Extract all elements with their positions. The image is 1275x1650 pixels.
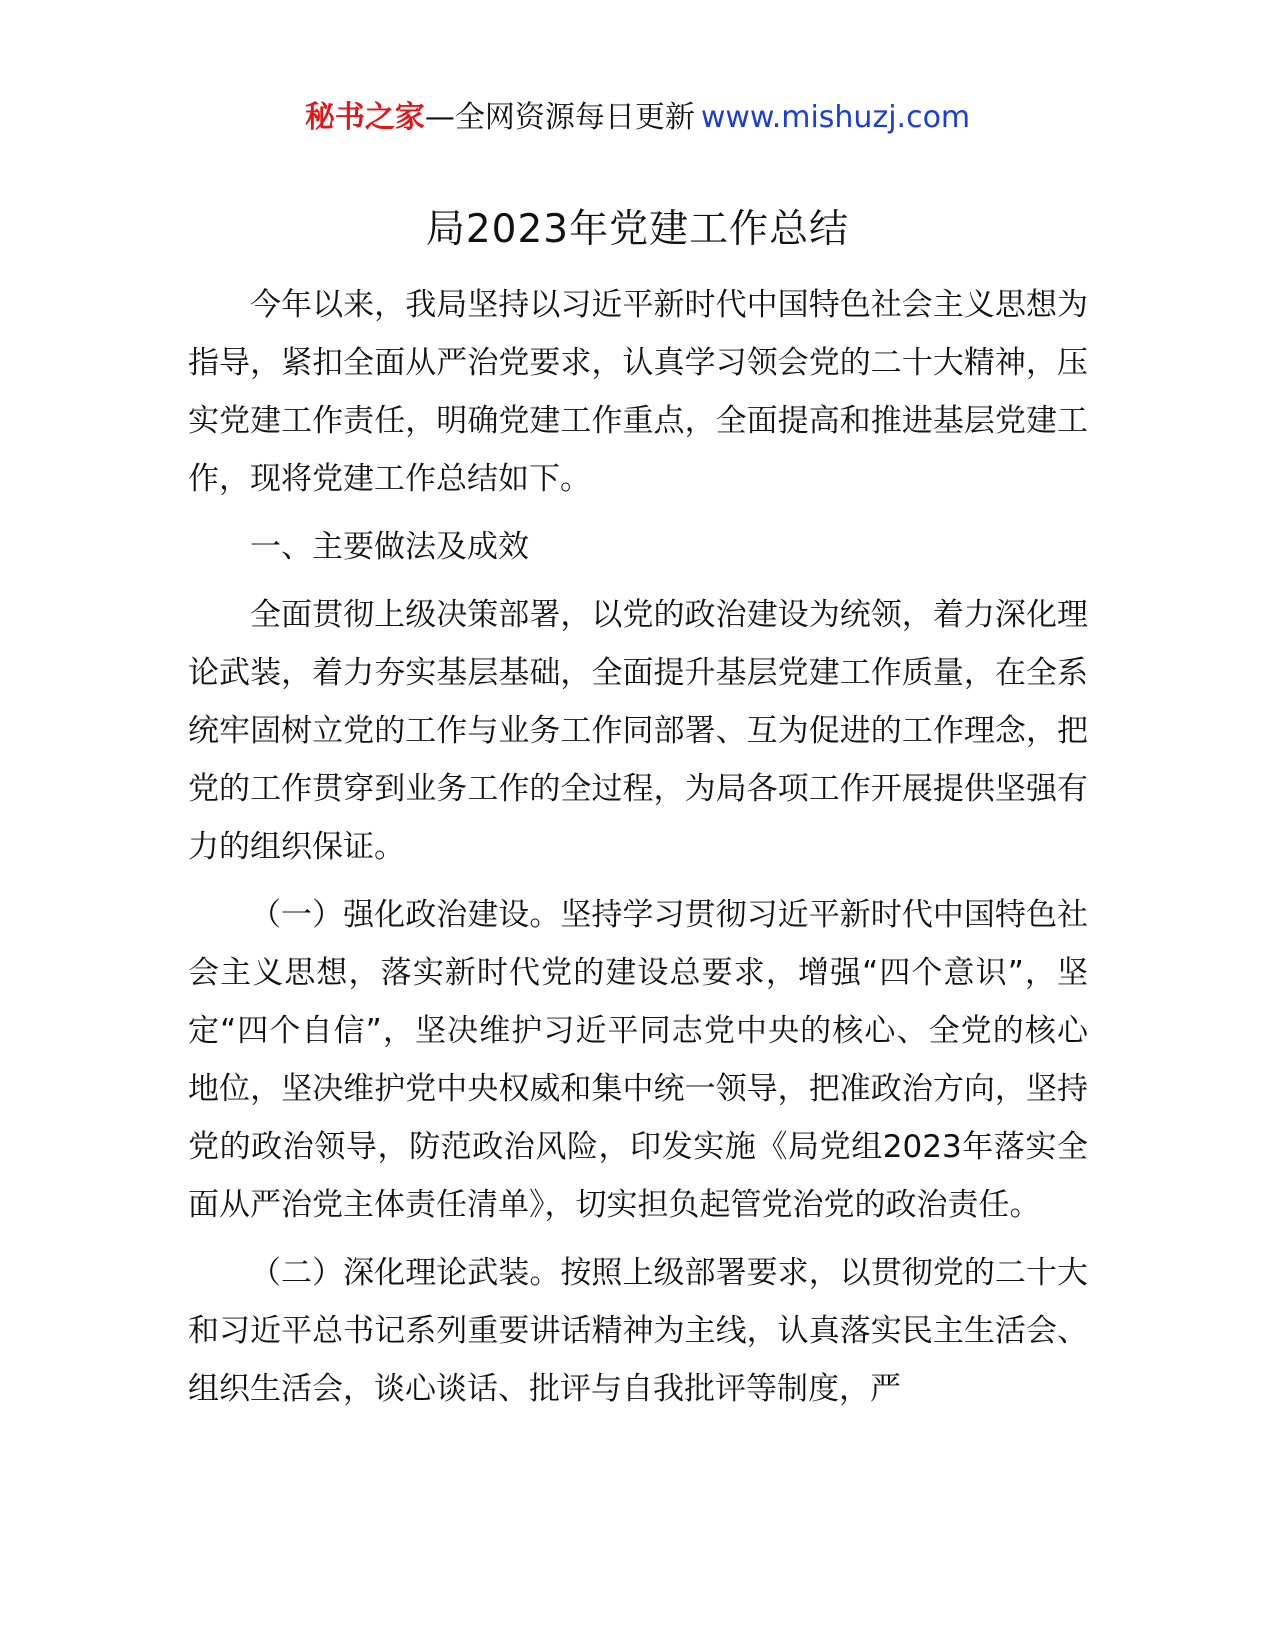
site-url-link[interactable]: www.mishuzj.com bbox=[700, 100, 971, 135]
section-heading: 一、主要做法及成效 bbox=[250, 529, 529, 565]
document-body bbox=[188, 276, 1088, 1428]
theory-armament-paragraph: （二）深化理论武装。按照上级部署要求，以贯彻党的二十大和习近平总书记系列重要讲话精神为主线，认真落实民主生活会、组织生活会，谈心谈话、批评与自我批评等制度，严 bbox=[188, 1255, 1088, 1407]
intro-paragraph: 今年以来，我局坚持以习近平新时代中国特色社会主义思想为指导，紧扣全面从严治党要求，认真学习领会党的二十大精神，压实党建工作责任，明确党建工作重点，全面提高和推进基层党建工作，现将党建工作总结如下。 bbox=[188, 287, 1088, 497]
section-summary-paragraph: 全面贯彻上级决策部署，以党的政治建设为统领，着力深化理论武装，着力夯实基层基础，全面提升基层党建工作质量，在全系统牢固树立党的工作与业务工作同部署、互为促进的工作理念，把党的工作贯穿到业务工作的全过程，为局各项工作开展提供坚强有力的组织保证。 bbox=[188, 597, 1088, 865]
site-tagline: —全网资源每日更新 bbox=[424, 100, 695, 135]
site-brand: 秘书之家 bbox=[304, 100, 425, 135]
site-banner bbox=[0, 96, 1275, 140]
document-title: 局2023年党建工作总结 bbox=[425, 207, 850, 252]
political-building-paragraph: （一）强化政治建设。坚持学习贯彻习近平新时代中国特色社会主义思想，落实新时代党的建设总要求，增强“四个意识”，坚定“四个自信”，坚决维护习近平同志党中央的核心、全党的核心地位，坚决维护党中央权威和集中统一领导，把准政治方向，坚持党的政治领导，防范政治风险，印发实施《局党组2023年落实全面从严治党主体责任清单》，切实担负起管党治党的政治责任。 bbox=[188, 897, 1088, 1223]
